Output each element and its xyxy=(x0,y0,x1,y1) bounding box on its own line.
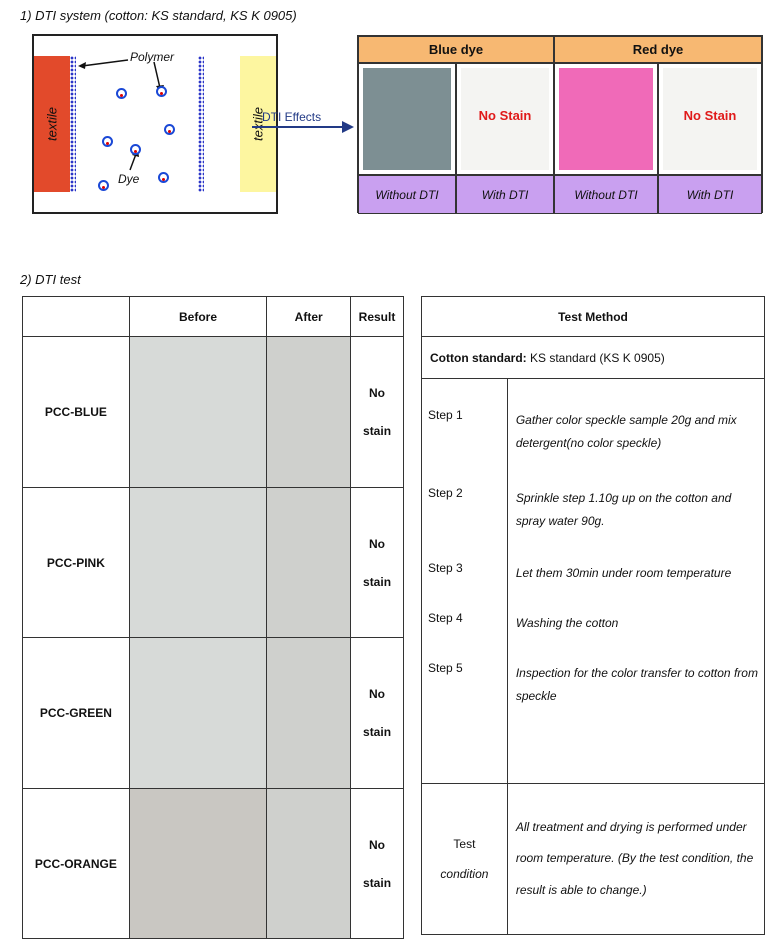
before-photo xyxy=(129,638,267,789)
result-stain: stain xyxy=(363,725,392,739)
dye-label: Dye xyxy=(118,172,140,186)
dye-results-grid xyxy=(357,35,763,213)
method-header-row xyxy=(422,297,765,337)
dye-molecule xyxy=(116,88,127,99)
step-text: Sprinkle step 1.10g up on the cotton and spray water 90g. xyxy=(515,491,732,528)
step-texts-cell xyxy=(507,379,764,784)
polymer-label: Polymer xyxy=(130,50,175,64)
result-cell xyxy=(351,488,404,638)
textile-left-label: textile xyxy=(44,107,60,141)
condition-text: All treatment and drying is performed under room temperature. (By the test condition, the result is able to change.) xyxy=(507,784,764,935)
table-row xyxy=(23,337,404,488)
sample-name: PCC-PINK xyxy=(23,488,130,638)
result-no: No xyxy=(369,536,386,551)
step-label: Step 5 xyxy=(428,661,463,675)
step-text: Washing the cotton xyxy=(515,616,619,630)
step-label: Step 1 xyxy=(428,408,463,422)
section-1-title: 1) DTI system (cotton: KS standard, KS K 0905) xyxy=(20,8,297,23)
red-without-dti-swatch xyxy=(554,63,658,175)
table-row xyxy=(23,638,404,789)
column-label: With DTI xyxy=(658,175,762,214)
table-row xyxy=(23,488,404,638)
sample-name: PCC-BLUE xyxy=(23,337,130,488)
result-cell xyxy=(351,638,404,789)
standard-row xyxy=(422,337,765,379)
red-with-dti-swatch xyxy=(658,63,762,175)
table-header-row xyxy=(23,297,404,337)
dti-results-table xyxy=(22,296,404,939)
dye-molecule xyxy=(98,180,109,191)
textile-right-label: textile xyxy=(250,107,266,141)
steps-row xyxy=(422,379,765,784)
dti-diagram xyxy=(32,34,278,214)
dye-molecule xyxy=(158,172,169,183)
column-label: Without DTI xyxy=(554,175,658,214)
column-header xyxy=(23,297,130,337)
blue-with-dti-swatch xyxy=(456,63,554,175)
standard-cell xyxy=(422,337,765,379)
condition-label-cell xyxy=(422,784,508,935)
standard-label: Cotton standard: xyxy=(430,350,527,365)
result-no: No xyxy=(369,386,386,400)
before-photo xyxy=(129,488,267,638)
method-header: Test Method xyxy=(422,297,765,337)
blue-dye-header: Blue dye xyxy=(358,36,554,63)
result-stain: stain xyxy=(363,424,392,438)
no-stain-label: No Stain xyxy=(478,108,532,123)
step-text: Inspection for the color transfer to cotton from speckle xyxy=(515,666,758,703)
step-label: Step 3 xyxy=(428,561,463,575)
condition-label: Test xyxy=(453,837,476,851)
table-row xyxy=(23,789,404,939)
before-photo xyxy=(129,789,267,939)
no-stain-label: No Stain xyxy=(683,108,737,123)
dti-effects-label: DTI Effects xyxy=(262,110,322,124)
after-photo xyxy=(267,488,351,638)
section-2-title: 2) DTI test xyxy=(20,272,81,287)
result-stain: stain xyxy=(363,875,392,890)
step-label: Step 4 xyxy=(428,611,463,625)
step-text: Let them 30min under room temperature xyxy=(515,566,732,580)
after-photo xyxy=(267,337,351,488)
before-photo xyxy=(129,337,267,488)
condition-row xyxy=(422,784,765,935)
column-header: Before xyxy=(129,297,267,337)
dti-effects-arrow xyxy=(252,120,356,134)
result-cell xyxy=(351,789,404,939)
dye-molecule xyxy=(130,144,141,155)
result-no: No xyxy=(369,687,386,701)
step-labels-cell xyxy=(422,379,508,784)
column-header: After xyxy=(267,297,351,337)
result-cell xyxy=(351,337,404,488)
sample-name: PCC-ORANGE xyxy=(23,789,130,939)
dye-molecule xyxy=(102,136,113,147)
standard-value: KS standard (KS K 0905) xyxy=(530,350,665,365)
sample-name: PCC-GREEN xyxy=(23,638,130,789)
dye-molecule xyxy=(164,124,175,135)
dye-molecule xyxy=(156,86,167,97)
after-photo xyxy=(267,789,351,939)
result-no: No xyxy=(369,837,386,852)
test-method-table xyxy=(421,296,765,935)
step-label: Step 2 xyxy=(428,486,463,500)
column-label: With DTI xyxy=(456,175,554,214)
after-photo xyxy=(267,638,351,789)
column-label: Without DTI xyxy=(358,175,456,214)
condition-label: condition xyxy=(440,867,489,881)
column-header: Result xyxy=(351,297,404,337)
result-stain: stain xyxy=(363,574,392,589)
diagram-arrows xyxy=(34,36,276,212)
red-dye-header: Red dye xyxy=(554,36,762,63)
step-text: Gather color speckle sample 20g and mix detergent(no color speckle) xyxy=(515,413,737,450)
blue-without-dti-swatch xyxy=(358,63,456,175)
